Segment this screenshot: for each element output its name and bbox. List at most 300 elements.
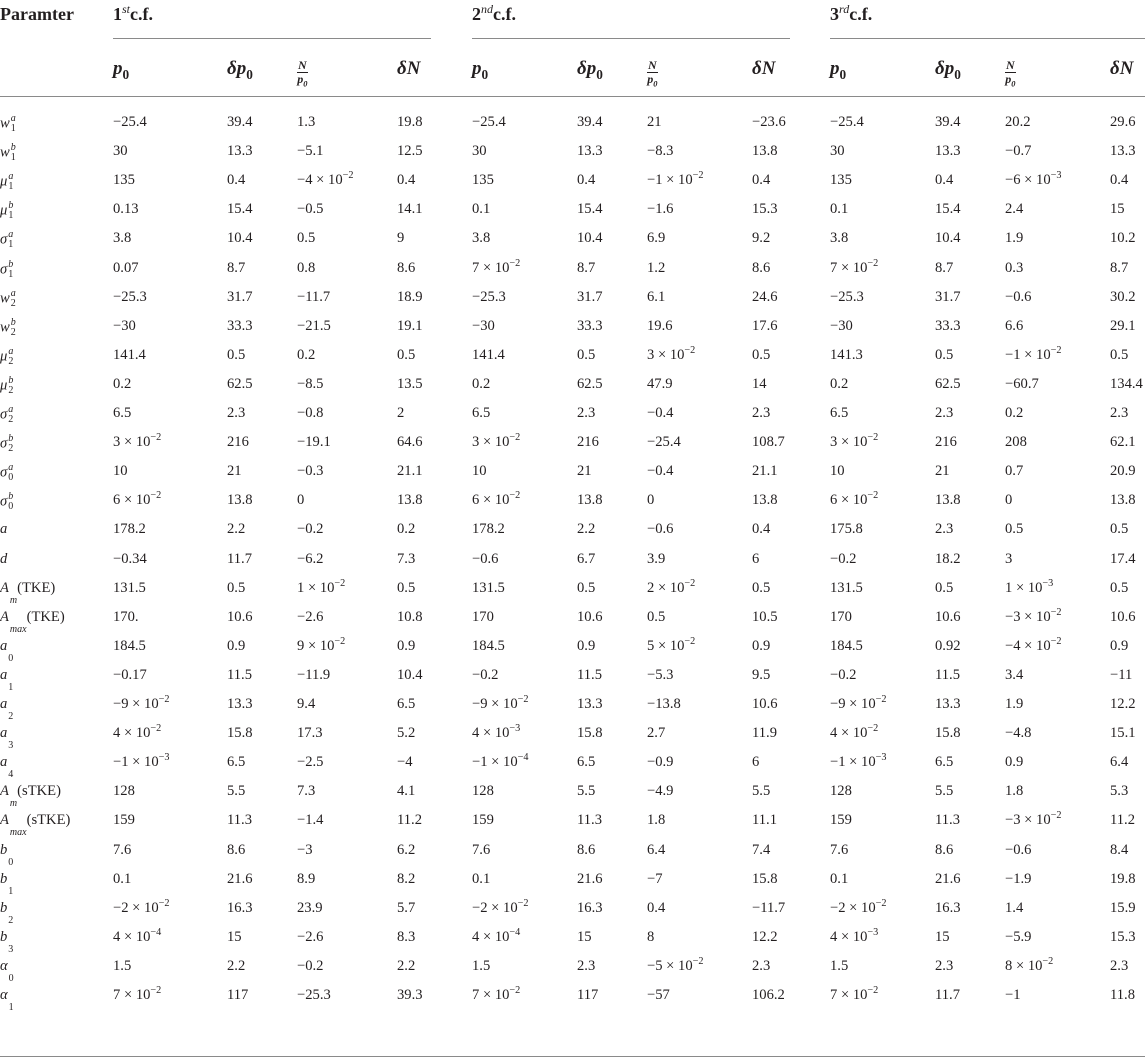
table-cell: $-1 \times 10^{-3}$	[113, 752, 170, 771]
table-cell: 15.1	[1110, 725, 1136, 742]
table-cell: $-1 \times 10^{-4}$	[472, 752, 529, 771]
table-cell: 135	[830, 172, 852, 189]
table-cell: 9.4	[297, 696, 316, 712]
table-cell: 2	[397, 405, 405, 421]
table-cell: 19.8	[1110, 870, 1136, 887]
table-cell: 13.3	[227, 696, 253, 712]
table-cell: 117	[577, 987, 599, 1003]
table-cell: 135	[113, 172, 135, 189]
table-cell: 11.8	[1110, 987, 1135, 1003]
table-cell: 12.2	[752, 928, 778, 945]
subheader-delta-n: δN	[1110, 58, 1134, 79]
table-cell: 0.1	[830, 201, 849, 218]
table-cell: 0.1	[830, 870, 849, 887]
table-cell: 3.8	[472, 230, 491, 247]
table-cell: $1 \times 10^{-2}$	[297, 577, 346, 596]
parameter-subscript: 2	[10, 297, 16, 309]
parameter-indices	[8, 916, 13, 926]
table-cell: 5.5	[935, 783, 954, 800]
table-cell: $-5 \times 10^{-2}$	[647, 956, 704, 974]
fraction-denominator	[297, 72, 308, 89]
parameter-subscript: 1	[8, 239, 14, 251]
table-cell: 30.2	[1110, 288, 1136, 305]
fraction-denominator	[1005, 72, 1016, 89]
parameter-symbol: b	[0, 870, 8, 887]
parameter-symbol: μ	[0, 377, 8, 394]
table-cell: −0.6	[472, 550, 499, 567]
table-cell: 15	[1110, 201, 1125, 218]
fraction	[297, 58, 308, 89]
table-cell: 3	[1005, 550, 1013, 567]
parameter-label	[0, 696, 13, 722]
table-cell: −0.2	[830, 666, 857, 683]
table-cell: 13.8	[227, 492, 253, 509]
table-cell: 0.2	[113, 375, 132, 392]
table-cell: 9.5	[752, 666, 771, 683]
table-cell: 0.5	[1005, 521, 1024, 538]
table-cell: 6	[752, 550, 760, 567]
table-cell: 21	[577, 463, 592, 480]
table-cell: 11.3	[935, 812, 960, 829]
table-cell: 15.8	[227, 725, 253, 742]
table-cell: 131.5	[830, 579, 863, 596]
table-cell: 2.2	[577, 521, 596, 538]
table-cell: $7 \times 10^{-2}$	[830, 985, 879, 1003]
table-cell: 11.3	[227, 812, 252, 829]
table-cell: 128	[830, 783, 852, 800]
table-cell: 62.1	[1110, 434, 1136, 451]
subheader-n-over-p0	[1005, 56, 1016, 89]
table-cell: 20.9	[1110, 463, 1136, 480]
table-cell: 0	[1005, 492, 1013, 509]
table-cell: −25.4	[830, 114, 864, 130]
table-cell: 5.5	[227, 783, 246, 800]
table-cell: 7.3	[297, 783, 316, 800]
table-cell: 178.2	[472, 521, 505, 538]
table-cell: 11.7	[935, 987, 960, 1003]
table-cell: 0.5	[752, 346, 771, 363]
table-cell: 12.2	[1110, 696, 1136, 712]
parameter-symbol: σ	[0, 435, 8, 452]
table-cell: 2.3	[577, 405, 596, 421]
table-cell: 10	[113, 463, 128, 480]
parameter-indices	[11, 318, 16, 338]
parameter-symbol: A	[0, 608, 9, 625]
table-cell: 6.5	[227, 754, 246, 771]
table-cell: 6.4	[1110, 754, 1129, 771]
table-cell: −0.8	[297, 405, 324, 421]
delta-p0-base: δp	[577, 58, 597, 79]
parameter-indices	[8, 463, 13, 483]
parameter-indices	[8, 405, 13, 425]
table-cell: 9.2	[752, 230, 771, 247]
table-cell: 31.7	[227, 288, 253, 305]
table-cell: 8.4	[1110, 841, 1129, 858]
table-cell: 6.5	[935, 754, 954, 771]
parameter-symbol: μ	[0, 202, 8, 219]
table-cell: 6.5	[577, 754, 596, 771]
parameter-indices	[8, 770, 13, 780]
table-cell: $-3 \times 10^{-2}$	[1005, 606, 1062, 625]
parameter-symbol: α	[0, 987, 8, 1003]
parameter-superscript: a	[8, 171, 14, 183]
parameter-subscript: 1	[8, 681, 14, 693]
table-cell: 13.3	[577, 696, 603, 712]
table-cell: 0.4	[935, 172, 954, 189]
table-cell: 170	[472, 608, 494, 625]
table-cell: 8.9	[297, 870, 316, 887]
table-cell: 1.5	[113, 957, 132, 974]
p0-subscript: 0	[839, 66, 847, 82]
table-cell: −4	[397, 754, 413, 771]
parameter-superscript: b	[8, 374, 14, 386]
parameter-indices	[8, 945, 13, 955]
parameter-label	[0, 929, 13, 955]
table-cell: 0.4	[647, 899, 666, 916]
parameter-label	[0, 463, 13, 483]
table-cell: 8.6	[397, 259, 416, 276]
parameter-subscript: 1	[8, 181, 14, 193]
table-cell: 12.5	[397, 143, 423, 160]
group-header-3: 3rdc.f.	[830, 2, 873, 24]
table-cell: 8.7	[227, 259, 246, 276]
parameter-subscript: 3	[8, 740, 14, 752]
parameter-superscript: b	[10, 316, 16, 328]
table-cell: 1.4	[1005, 899, 1024, 916]
table-cell: 135	[472, 172, 494, 189]
parameter-symbol: w	[0, 144, 10, 161]
table-cell: 159	[113, 812, 135, 829]
table-cell: 9	[397, 230, 405, 247]
table-cell: 15.3	[1110, 928, 1136, 945]
fraction	[1005, 58, 1016, 89]
table-cell: 0.3	[1005, 259, 1024, 276]
table-cell: 11.2	[397, 812, 422, 829]
parameter-subscript: 1	[10, 123, 16, 134]
table-cell: 47.9	[647, 375, 673, 392]
table-cell: 159	[830, 812, 852, 829]
table-cell: $4 \times 10^{-4}$	[472, 926, 521, 945]
table-cell: $8 \times 10^{-2}$	[1005, 956, 1054, 974]
fraction-den-subscript: 0	[1011, 79, 1016, 89]
table-cell: $-4 \times 10^{-2}$	[1005, 635, 1062, 654]
table-cell: 29.1	[1110, 317, 1136, 334]
parameter-symbol: a	[0, 725, 8, 742]
table-cell: 31.7	[935, 288, 961, 305]
table-cell: 2.7	[647, 725, 666, 742]
table-cell: 21.6	[935, 870, 961, 887]
table-cell: 170	[830, 608, 852, 625]
table-cell: 0.2	[472, 375, 491, 392]
table-cell: $-2 \times 10^{-2}$	[113, 897, 170, 916]
table-cell: 15.4	[935, 201, 961, 218]
table-cell: $3 \times 10^{-2}$	[830, 432, 879, 451]
table-cell: $-1 \times 10^{-2}$	[647, 170, 704, 189]
table-cell: −21.5	[297, 317, 331, 334]
table-cell: 10.4	[935, 230, 961, 247]
subheader-delta-n: δN	[752, 58, 776, 79]
table-cell: 4.1	[397, 783, 416, 800]
parameter-symbol: A	[0, 783, 9, 800]
parameter-indices	[8, 434, 13, 454]
table-cell: 2.3	[577, 957, 596, 974]
subheader-p0	[830, 58, 846, 80]
table-cell: 2.3	[227, 405, 246, 421]
table-cell: 106.2	[752, 987, 785, 1003]
table-cell: 11.2	[1110, 812, 1135, 829]
delta-p0-subscript: 0	[246, 66, 253, 82]
parameter-indices	[10, 828, 27, 838]
table-cell: 0.5	[397, 346, 416, 363]
parameter-subscript: 0	[8, 472, 14, 484]
parameter-indices	[9, 974, 14, 984]
table-cell: −25.3	[472, 288, 506, 305]
table-cell: $4 \times 10^{-3}$	[472, 723, 521, 742]
table-cell: 13.3	[227, 143, 253, 160]
table-cell: 0.5	[397, 579, 416, 596]
table-cell: 8.7	[577, 259, 596, 276]
table-cell: 21	[227, 463, 242, 480]
table-cell: 21.6	[577, 870, 603, 887]
subheader-delta-p0	[935, 58, 961, 80]
table-cell: 16.3	[577, 899, 603, 916]
table-cell: $9 \times 10^{-2}$	[297, 635, 346, 654]
table-cell: 0.2	[397, 521, 416, 538]
fraction	[647, 58, 658, 89]
table-cell: 16.3	[935, 899, 961, 916]
parameter-symbol: σ	[0, 464, 8, 481]
table-cell: 0.5	[227, 579, 246, 596]
table-cell: 21.1	[752, 463, 778, 480]
table-cell: 13.8	[752, 492, 778, 509]
table-cell: $2 \times 10^{-2}$	[647, 577, 696, 596]
table-cell: 10.6	[227, 608, 253, 625]
subheader-delta-n: δN	[397, 58, 421, 79]
table-cell: 11.7	[227, 550, 252, 567]
group-rule-2	[472, 38, 790, 39]
table-cell: −8.5	[297, 375, 324, 392]
table-cell: 13.3	[935, 696, 961, 712]
table-cell: −2.6	[297, 928, 324, 945]
table-cell: $6 \times 10^{-2}$	[113, 490, 162, 509]
parameter-symbol: w	[0, 289, 10, 306]
parameter-symbol: a	[0, 637, 8, 654]
table-cell: 6.7	[577, 550, 596, 567]
delta-p0-subscript: 0	[596, 66, 603, 82]
parameter-indices	[11, 289, 16, 309]
parameter-subscript: 2	[8, 355, 14, 367]
table-cell: 175.8	[830, 521, 863, 538]
table-cell: −0.34	[113, 550, 147, 567]
table-cell: −0.17	[113, 666, 147, 683]
table-cell: 13.3	[577, 143, 603, 160]
table-cell: −2.5	[297, 754, 324, 771]
table-cell: 2.3	[1110, 957, 1129, 974]
table-cell: −25.3	[113, 288, 147, 305]
parameter-symbol: σ	[0, 493, 8, 510]
parameter-label	[0, 987, 14, 1013]
table-cell: −6.2	[297, 550, 324, 567]
table-cell: $-1 \times 10^{-3}$	[830, 752, 887, 771]
table-cell: 0.1	[472, 870, 491, 887]
table-cell: 8.7	[1110, 259, 1129, 276]
table-cell: 0.5	[647, 608, 666, 625]
table-cell: 1.8	[647, 812, 666, 829]
table-cell: 2.2	[227, 957, 246, 974]
parameter-label	[0, 871, 13, 897]
table-cell: 7.6	[472, 841, 491, 858]
table-cell: $-4 \times 10^{-2}$	[297, 170, 354, 189]
table-cell: 39.3	[397, 987, 423, 1003]
parameter-label	[0, 143, 16, 163]
table-cell: 15	[577, 928, 592, 945]
table-cell: −30	[113, 317, 136, 334]
table-cell: $7 \times 10^{-2}$	[472, 257, 521, 276]
table-cell: 11.9	[752, 725, 777, 742]
table-cell: 21.6	[227, 870, 253, 887]
table-cell: 0.5	[577, 579, 596, 596]
fraction-den-subscript: 0	[303, 79, 308, 89]
parameter-subscript: 2	[8, 914, 14, 926]
table-cell: −5.3	[647, 666, 674, 683]
table-cell: 15	[935, 928, 950, 945]
table-cell: −1	[1005, 987, 1021, 1003]
table-cell: 19.8	[397, 114, 423, 130]
table-cell: 24.6	[752, 288, 778, 305]
table-cell: 10.6	[1110, 608, 1136, 625]
parameter-indices	[8, 654, 13, 664]
parameter-subscript: 3	[8, 943, 14, 955]
parameter-subscript: 2	[10, 326, 16, 338]
table-cell: −60.7	[1005, 375, 1039, 392]
parameter-superscript: a	[8, 462, 14, 474]
table-cell: 21	[647, 114, 662, 130]
table-cell: −25.4	[647, 434, 681, 451]
table-cell: $4 \times 10^{-4}$	[113, 926, 162, 945]
table-cell: 0.7	[1005, 463, 1024, 480]
table-cell: 8.6	[935, 841, 954, 858]
parameter-symbol: a	[0, 666, 8, 683]
table-cell: −0.9	[647, 754, 674, 771]
group-rule-1	[113, 38, 431, 39]
table-cell: 0.13	[113, 201, 139, 218]
table-cell: $4 \times 10^{-2}$	[113, 723, 162, 742]
parameter-label	[0, 754, 13, 780]
table-cell: −0.2	[297, 957, 324, 974]
table-cell: 10.6	[935, 608, 961, 625]
table-cell: 8.6	[227, 841, 246, 858]
parameter-label	[0, 230, 13, 250]
table-cell: −0.6	[647, 521, 674, 538]
table-cell: 31.7	[577, 288, 603, 305]
table-cell: $-3 \times 10^{-2}$	[1005, 810, 1062, 829]
table-cell: 6.5	[397, 696, 416, 712]
parameter-subscript: 1	[10, 152, 16, 164]
parameter-subscript: 2	[8, 443, 14, 455]
table-cell: 0.5	[1110, 346, 1129, 363]
table-cell: $3 \times 10^{-2}$	[647, 344, 696, 363]
table-cell: 141.3	[830, 346, 863, 363]
table-cell: 1.3	[297, 114, 316, 130]
table-cell: −0.2	[830, 550, 857, 567]
delta-p0-base: δp	[227, 58, 247, 79]
table-cell: $4 \times 10^{-3}$	[830, 926, 879, 945]
table-cell: 128	[472, 783, 494, 800]
table-cell: −25.4	[113, 114, 147, 130]
table-cell: $7 \times 10^{-2}$	[472, 985, 521, 1003]
parameter-indices	[8, 492, 13, 512]
table-cell: 21	[935, 463, 950, 480]
table-cell: 18.9	[397, 288, 423, 305]
table-cell: −0.7	[1005, 143, 1032, 160]
table-cell: 6.6	[1005, 317, 1024, 334]
table-cell: 11.3	[577, 812, 602, 829]
table-cell: −7	[647, 870, 663, 887]
table-cell: 0.2	[297, 346, 316, 363]
table-cell: $-1 \times 10^{-2}$	[1005, 344, 1062, 363]
table-cell: 6.4	[647, 841, 666, 858]
parameter-indices	[8, 230, 13, 250]
parameter-superscript: a	[8, 404, 14, 415]
parameter-label	[0, 376, 13, 396]
table-cell: −0.2	[297, 521, 324, 538]
table-cell: −25.3	[297, 987, 331, 1003]
table-cell: −0.4	[647, 405, 674, 421]
table-cell: $3 \times 10^{-2}$	[113, 432, 162, 451]
fraction-den-base: p	[297, 72, 304, 86]
table-cell: 10.6	[752, 696, 778, 712]
table-cell: 134.4	[1110, 375, 1143, 392]
table-cell: −5.1	[297, 143, 324, 160]
table-cell: 2.3	[752, 405, 771, 421]
table-cell: 2.4	[1005, 201, 1024, 218]
parameter-symbol: a	[0, 696, 8, 712]
table-cell: 0.4	[752, 521, 771, 538]
table-cell: 0.92	[935, 637, 961, 654]
parameter-superscript: a	[10, 287, 16, 299]
table-cell: 2.3	[1110, 405, 1129, 421]
table-cell: 7.6	[113, 841, 132, 858]
table-cell: −11.9	[297, 666, 331, 683]
table-cell: 10	[472, 463, 487, 480]
table-cell: 33.3	[935, 317, 961, 334]
parameter-subscript: max	[9, 623, 27, 635]
parameter-symbol: σ	[0, 406, 8, 423]
table-cell: 5.7	[397, 899, 416, 916]
table-cell: 128	[113, 783, 135, 800]
table-cell: −0.6	[1005, 841, 1032, 858]
parameter-indices	[8, 887, 13, 897]
parameter-superscript: b	[8, 491, 14, 503]
parameter-label	[0, 289, 16, 309]
parameter-superscript: b	[8, 258, 14, 270]
parameter-label	[0, 638, 13, 664]
group-rule-3	[830, 38, 1145, 39]
table-cell: 10	[830, 463, 845, 480]
subheader-p0	[472, 58, 488, 80]
table-cell: 8	[647, 928, 655, 945]
parameter-indices	[8, 858, 13, 868]
table-cell: 0.9	[577, 637, 596, 654]
table-cell: 0.5	[935, 579, 954, 596]
table-cell: 33.3	[577, 317, 603, 334]
p0-base: p	[113, 58, 123, 79]
parameter-label	[0, 842, 13, 868]
table-cell: 23.9	[297, 899, 323, 916]
table-cell: 0.9	[397, 637, 416, 654]
table-cell: −5.9	[1005, 928, 1032, 945]
table-cell: 6.2	[397, 841, 416, 858]
